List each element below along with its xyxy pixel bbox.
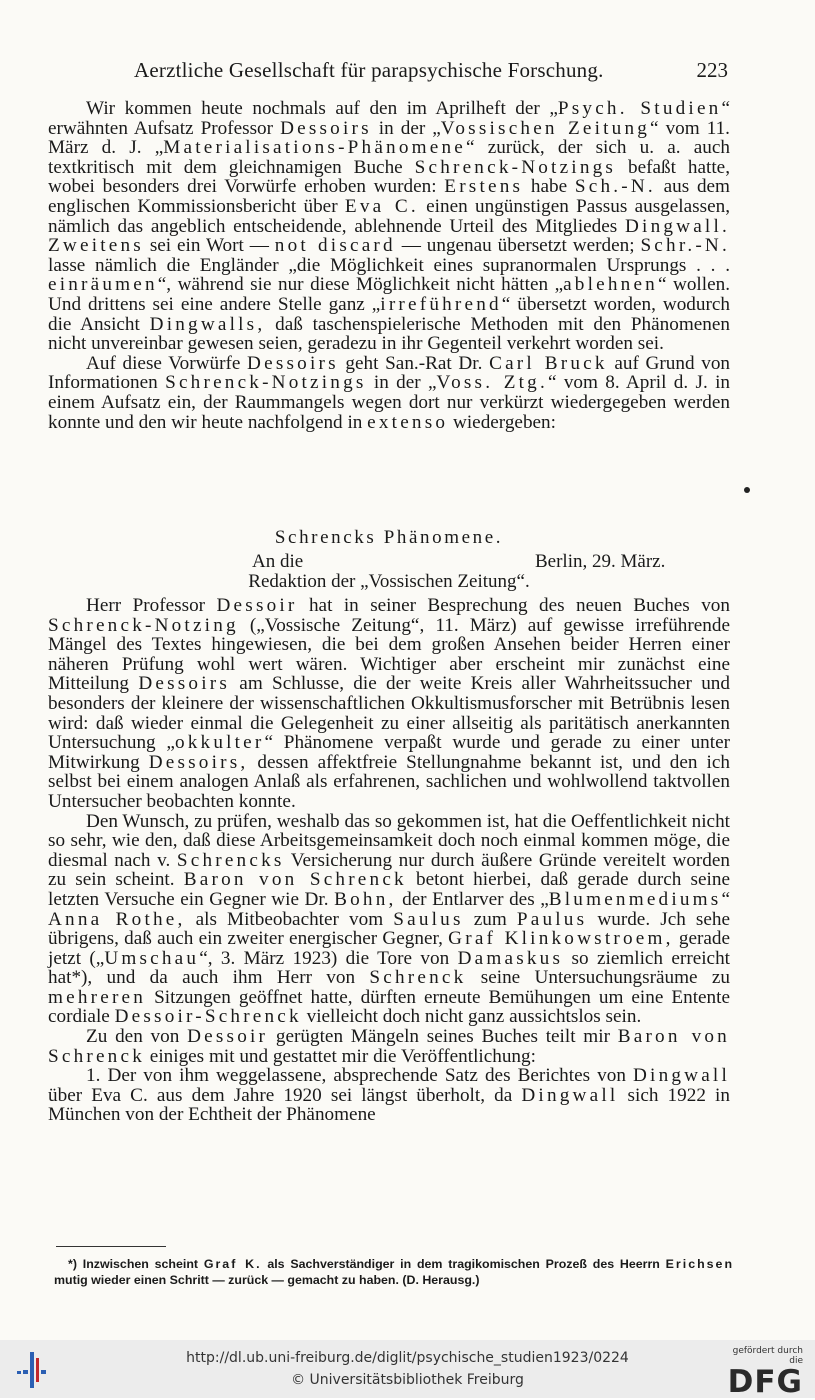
copyright-notice: © Universitätsbibliothek Freiburg xyxy=(291,1372,524,1388)
address-editorial: Redaktion der „Vossischen Zeitung“. xyxy=(248,571,530,592)
dfg-caption: gefördert durch die xyxy=(732,1346,803,1366)
paragraph-6: 1. Der von ihm weggelassene, absprechende Satz des Berichtes von Dingwall über Eva C. aus dem Jahre 1920 sei längst überholt, da Dingwall sich 1922 in München von der Echtheit der Phänomene xyxy=(48,1065,730,1126)
bullet-mark xyxy=(744,487,750,493)
address-date: Berlin, 29. März. xyxy=(535,551,666,572)
footnote-rule xyxy=(56,1246,166,1247)
page-header xyxy=(48,58,728,86)
footnote: *) Inzwischen scheint Graf K. als Sachverständiger in dem tragikomischen Prozeß des Heerrn Erichsen mutig wieder einen Schritt — zurück — gemacht zu haben. (D. Herausg.) xyxy=(54,1257,735,1287)
paragraph-1: Wir kommen heute nochmals auf den im Aprilheft der „Psych. Studien“ erwähnten Aufsatz Professor Dessoirs in der „Vossischen Zeitung“ vom 11. März d. J. „Materialisations-Phänomene“ zurück, der sich u. a. auch textkritisch mit dem gleichnamigen Buche Schrenck-Notzings befaßt hatte, wobei besonders drei Vorwürfe erhoben wurden: Erstens habe Sch.-N. aus dem englischen Kommissionsbericht über Eva C. einen ungünstigen Passus ausgelassen, nämlich das angeblich entscheidende, ablehnende Urteil des Mitgliedes Dingwall. Zweitens sei ein Wort — not discard — ungenau übersetzt werden; Schr.-N. lasse nämlich die Engländer „die Möglichkeit eines supranormalen Ursprungs . . . einräumen“, während sie nur diese Möglichkeit nicht hätten „ablehnen“ wollen. Und drittens sei eine andere Stelle ganz „irreführend“ übersetzt worden, wodurch die Ansicht Dingwalls, daß taschenspielerische Methoden mit den Phänomenen nicht unvereinbar gewesen seien, geradezu in ihr Gegenteil verkehrt worden sei. xyxy=(48,98,731,355)
viewer-footer xyxy=(0,1340,815,1398)
paragraph-4: Den Wunsch, zu prüfen, weshalb das so gekommen ist, hat die Oeffentlichkeit nicht so sehr, wie den, daß diese Arbeitsgemeinsamkeit doch noch einmal kommen möge, die diesmal nach v. Schrencks Versicherung nur durch äußere Gründe vereitelt worden zu sein scheint. Baron von Schrenck betont hierbei, daß gerade durch seine letzten Versuche ein Gegner wie Dr. Bohn, der Entlarver des „Blumenmediums“ Anna Rothe, als Mitbeobachter vom Saulus zum Paulus wurde. Jch sehe übrigens, daß auch ein zweiter energischer Gegner, Graf Klinkowstroem, gerade jetzt („Umschau“, 3. März 1923) die Tore von Damaskus so ziemlich erreicht hat*), und da auch ihm Herr von Schrenck seine Untersuchungsräume zu mehreren Sitzungen geöffnet hatte, dürften erneute Bemühungen um eine Entente cordiale Dessoir-Schrenck vielleicht doch nicht ganz aussichtslos sein. xyxy=(48,810,731,1028)
running-title: Aerztliche Gesellschaft für parapsychische Forschung. xyxy=(134,58,604,82)
paragraph-2: Auf diese Vorwürfe Dessoirs geht San.-Rat Dr. Carl Bruck auf Grund von Informationen Schrenck-Notzings in der „Voss. Ztg.“ vom 8. April d. J. in einem Aufsatz ein, der Raummangels wegen dort nur verkürzt wiedergegeben werden konnte und den wir heute nachfolgend in extenso wiedergeben: xyxy=(48,352,731,433)
paragraph-5: Zu den von Dessoir gerügten Mängeln seines Buches teilt mir Baron von Schrenck einiges mit und gestattet mir die Veröffentlichung: xyxy=(48,1026,730,1067)
page-number: 223 xyxy=(696,58,728,82)
address-recipient: An die xyxy=(252,551,304,572)
body-text-letter xyxy=(48,596,730,1125)
dfg-logo xyxy=(717,1346,803,1400)
paragraph-3: Herr Professor Dessoir hat in seiner Besprechung des neuen Buches von Schrenck-Notzing („Vossische Zeitung“, 11. März) auf gewisse irreführende Mängel des Textes hingewiesen, die bei dem großen Ansehen beider Herren einer näheren Prüfung wohl wert wären. Wichtiger aber erscheint mir zunächst eine Mitteilung Dessoirs am Schlusse, die der weite Kreis aller Wahrheitssucher und besonders der kleinere der wissenschaftlichen Okkultismusforscher mit Betrübnis lesen wird: daß wieder einmal die Gelegenheit zu einer allseitig als paritätisch anerkannten Untersuchung „okkulter“ Phänomene verpaßt wurde und gerade zu einer unter Mitwirkung Dessoirs, dessen affektfreie Stellungnahme bekannt ist, und den ich selbst bei einem analogen Anlaß als erfahrenen, sachlichen und wohlwollend taktvollen Untersucher beobachten konnte. xyxy=(48,595,731,812)
letter-heading: Schrencks Phänomene. xyxy=(274,527,504,548)
body-text-top xyxy=(48,99,730,432)
dfg-mark: DFG xyxy=(727,1364,803,1400)
document-url-link[interactable]: http://dl.ub.uni-freiburg.de/diglit/psychische_studien1923/0224 xyxy=(186,1350,629,1366)
